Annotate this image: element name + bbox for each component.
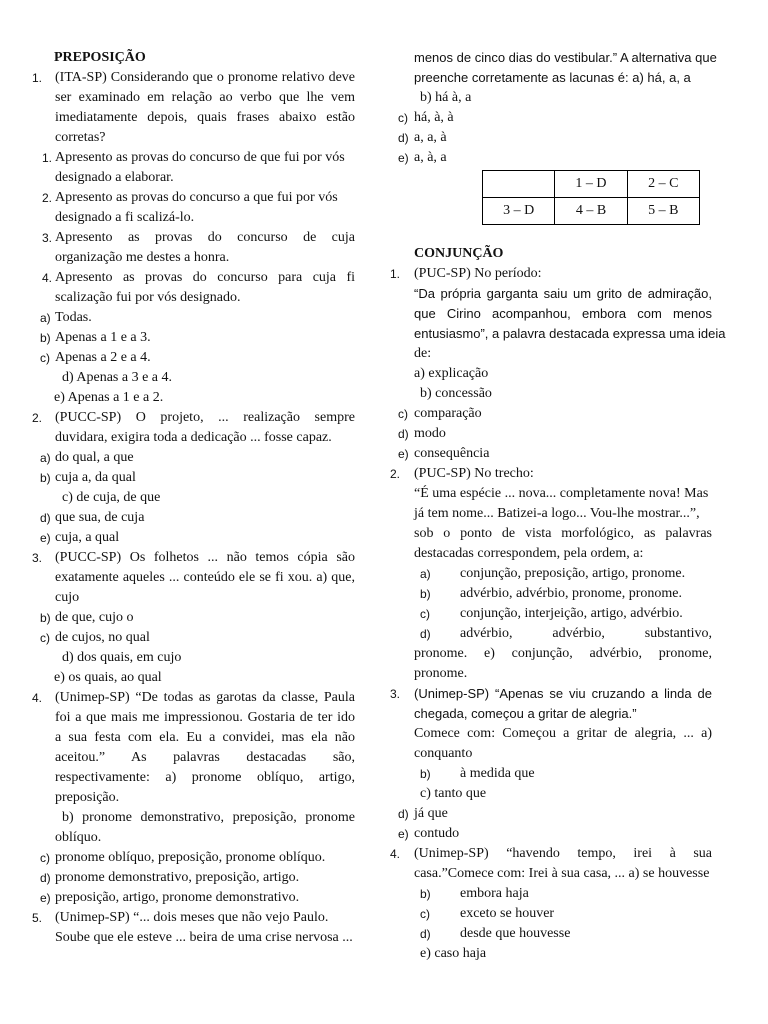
question-text: (Unimep-SP) “... dois meses que não vejo Paulo. bbox=[55, 910, 329, 925]
option-letter: c) bbox=[398, 407, 408, 421]
option-text: a, à, a bbox=[414, 150, 447, 165]
question-text: (ITA-SP) Considerando que o pronome relativo deve bbox=[55, 70, 355, 85]
item-text: organização me destes a honra. bbox=[55, 250, 230, 265]
option-text: d) dos quais, em cujo bbox=[62, 650, 182, 665]
option-text: c) tanto que bbox=[420, 786, 487, 801]
option-letter: e) bbox=[398, 151, 409, 165]
item-number: 4. bbox=[42, 271, 53, 285]
question-number: 3. bbox=[32, 551, 43, 565]
option-text: de que, cujo o bbox=[55, 610, 134, 625]
option-letter: d) bbox=[398, 807, 409, 821]
item-text: Apresento as provas do concurso para cuja fi bbox=[55, 270, 355, 285]
question-text: (PUCC-SP) Os folhetos ... não temos cópia são bbox=[55, 550, 355, 565]
question-text: (Unimep-SP) “havendo tempo, irei à sua bbox=[414, 846, 712, 861]
table-cell: 1 – D bbox=[555, 171, 627, 198]
question-text: foi a que mais me impressionou. Gostaria de ter ido bbox=[55, 710, 355, 725]
option-letter: c) bbox=[398, 111, 408, 125]
item-number: 1. bbox=[42, 151, 53, 165]
option-text: e) caso haja bbox=[420, 946, 487, 961]
option-text: à medida que bbox=[460, 766, 535, 781]
option-text: c) de cuja, de que bbox=[62, 490, 161, 505]
option-letter: b) bbox=[40, 331, 51, 345]
question-text: b) pronome demonstrativo, preposição, pronome bbox=[62, 810, 355, 825]
option-text: exceto se houver bbox=[460, 906, 555, 921]
option-text: advérbio, advérbio, substantivo, bbox=[460, 626, 712, 641]
option-text: pronome demonstrativo, preposição, artigo. bbox=[55, 870, 300, 885]
option-text: do qual, a que bbox=[55, 450, 134, 465]
question-text: cujo bbox=[55, 590, 80, 605]
table-cell: 5 – B bbox=[627, 198, 699, 225]
option-letter: c) bbox=[40, 631, 50, 645]
question-text: destacadas correspondem, pela ordem, a: bbox=[414, 546, 644, 561]
option-text: cuja, a qual bbox=[55, 530, 120, 545]
option-letter: e) bbox=[40, 531, 51, 545]
option-text: que sua, de cuja bbox=[55, 510, 145, 525]
option-letter: b) bbox=[40, 471, 51, 485]
item-text: designado a elaborar. bbox=[55, 170, 174, 185]
option-letter: d) bbox=[420, 927, 431, 941]
question-text: chegada, começou a gritar de alegria.” bbox=[414, 706, 637, 721]
option-text: de cujos, no qual bbox=[55, 630, 150, 645]
question-number: 2. bbox=[32, 411, 43, 425]
question-text: oblíquo. bbox=[55, 830, 102, 845]
item-text: Apresento as provas do concurso de que fui por vós bbox=[55, 150, 345, 165]
option-letter: b) bbox=[420, 887, 431, 901]
section-title-preposicao: PREPOSIÇÃO bbox=[54, 50, 146, 65]
question-text: ser examinado em relação ao verbo que lhe vem bbox=[55, 90, 355, 105]
question-text: (PUC-SP) No trecho: bbox=[414, 466, 534, 481]
question-text: que Cirino acompanhou, embora com menos bbox=[414, 306, 712, 321]
question-number: 2. bbox=[390, 467, 401, 481]
option-text: contudo bbox=[414, 826, 460, 841]
question-number: 5. bbox=[32, 911, 43, 925]
option-text: e) Apenas a 1 e a 2. bbox=[54, 390, 164, 405]
section-title-conjuncao: CONJUNÇÃO bbox=[414, 246, 504, 261]
option-text: Todas. bbox=[55, 310, 92, 325]
option-letter: e) bbox=[40, 891, 51, 905]
table-cell: 4 – B bbox=[555, 198, 627, 225]
question-text: conquanto bbox=[414, 746, 473, 761]
option-text: conjunção, preposição, artigo, pronome. bbox=[460, 566, 686, 581]
question-text: menos de cinco dias do vestibular.” A alternativa que bbox=[414, 50, 717, 65]
option-text: advérbio, advérbio, pronome, pronome. bbox=[460, 586, 682, 601]
option-text: pronome oblíquo, preposição, pronome oblíquo. bbox=[55, 850, 326, 865]
question-text: casa.”Comece com: Irei à sua casa, ... a) se houvesse bbox=[414, 866, 710, 881]
item-text: scalização fui por vós designado. bbox=[55, 290, 241, 305]
question-text: preenche corretamente as lacunas é: a) há, a, a bbox=[414, 70, 691, 85]
option-text: consequência bbox=[414, 446, 490, 461]
question-text: exatamente aqueles ... conteúdo ele se fi xou. a) que, bbox=[55, 570, 355, 585]
option-text: b) concessão bbox=[420, 386, 492, 401]
question-text: já tem nome... Batizei-a logo... Vou-lhe mostrar...”, bbox=[414, 506, 700, 521]
question-text: (PUC-SP) No período: bbox=[414, 266, 542, 281]
option-letter: b) bbox=[420, 587, 431, 601]
option-letter: b) bbox=[40, 611, 51, 625]
option-text: já que bbox=[414, 806, 448, 821]
option-letter: c) bbox=[420, 907, 430, 921]
option-text: pronome. e) conjunção, advérbio, pronome, bbox=[414, 646, 712, 661]
option-text: embora haja bbox=[460, 886, 529, 901]
table-cell bbox=[483, 171, 555, 198]
option-text: modo bbox=[414, 426, 446, 441]
question-text: corretas? bbox=[55, 130, 106, 145]
question-text: (PUCC-SP) O projeto, ... realização sempre bbox=[55, 410, 355, 425]
option-text: comparação bbox=[414, 406, 482, 421]
option-text: Apenas a 1 e a 3. bbox=[55, 330, 151, 345]
option-text: a, a, à bbox=[414, 130, 447, 145]
question-text: entusiasmo”, a palavra destacada expressa uma ideia bbox=[414, 326, 726, 341]
option-text: e) os quais, ao qual bbox=[54, 670, 162, 685]
question-number: 3. bbox=[390, 687, 401, 701]
question-text: aceitou.” As palavras destacadas são, bbox=[55, 750, 355, 765]
option-text: b) há à, a bbox=[420, 90, 472, 105]
option-text: preposição, artigo, pronome demonstrativo. bbox=[55, 890, 300, 905]
option-text: há, à, à bbox=[414, 110, 454, 125]
question-text: “É uma espécie ... nova... completamente nova! Mas bbox=[414, 486, 709, 501]
question-text: imediatamente depois, quais frases abaixo estão bbox=[55, 110, 355, 125]
item-number: 3. bbox=[42, 231, 53, 245]
item-text: designado a fi scalizá-lo. bbox=[55, 210, 195, 225]
option-letter: d) bbox=[40, 871, 51, 885]
question-number: 4. bbox=[32, 691, 43, 705]
question-text: duvidara, exigira toda a dedicação ... fosse capaz. bbox=[55, 430, 332, 445]
option-letter: a) bbox=[40, 311, 51, 325]
option-text: a) explicação bbox=[414, 366, 489, 381]
question-text: preposição. bbox=[55, 790, 120, 805]
option-letter: d) bbox=[398, 131, 409, 145]
option-letter: d) bbox=[40, 511, 51, 525]
table-cell: 2 – C bbox=[627, 171, 699, 198]
option-letter: c) bbox=[40, 851, 50, 865]
option-letter: d) bbox=[398, 427, 409, 441]
answer-key-table bbox=[482, 170, 700, 225]
option-text: cuja a, da qual bbox=[55, 470, 136, 485]
option-text: desde que houvesse bbox=[460, 926, 571, 941]
option-text: pronome. bbox=[414, 666, 468, 681]
question-text: a sua festa com ela. Eu a convidei, mas ela não bbox=[55, 730, 355, 745]
item-text: Apresento as provas do concurso a que fui por vós bbox=[55, 190, 338, 205]
option-text: d) Apenas a 3 e a 4. bbox=[62, 370, 173, 385]
option-text: Apenas a 2 e a 4. bbox=[55, 350, 151, 365]
table-cell: 3 – D bbox=[483, 198, 555, 225]
question-text: de: bbox=[414, 346, 432, 361]
option-letter: b) bbox=[420, 767, 431, 781]
table-row bbox=[483, 198, 700, 225]
option-letter: c) bbox=[40, 351, 50, 365]
option-letter: e) bbox=[398, 447, 409, 461]
item-text: Apresento as provas do concurso de cuja bbox=[55, 230, 355, 245]
question-text: Soube que ele esteve ... beira de uma crise nervosa ... bbox=[55, 930, 353, 945]
table-row bbox=[483, 171, 700, 198]
option-letter: d) bbox=[420, 627, 431, 641]
question-text: Comece com: Começou a gritar de alegria, ... a) bbox=[414, 726, 712, 741]
question-number: 1. bbox=[390, 267, 401, 281]
question-text: sob o ponto de vista morfológico, as palavras bbox=[414, 526, 712, 541]
option-text: conjunção, interjeição, artigo, advérbio. bbox=[460, 606, 683, 621]
option-letter: e) bbox=[398, 827, 409, 841]
question-text: “Da própria garganta saiu um grito de admiração, bbox=[414, 286, 712, 301]
option-letter: c) bbox=[420, 607, 430, 621]
question-number: 1. bbox=[32, 71, 43, 85]
item-number: 2. bbox=[42, 191, 53, 205]
question-text: respectivamente: a) pronome oblíquo, artigo, bbox=[55, 770, 355, 785]
question-text: (Unimep-SP) “Apenas se viu cruzando a linda de bbox=[414, 686, 712, 701]
question-text: (Unimep-SP) “De todas as garotas da classe, Paula bbox=[55, 690, 355, 705]
question-number: 4. bbox=[390, 847, 401, 861]
option-letter: a) bbox=[40, 451, 51, 465]
option-letter: a) bbox=[420, 567, 431, 581]
